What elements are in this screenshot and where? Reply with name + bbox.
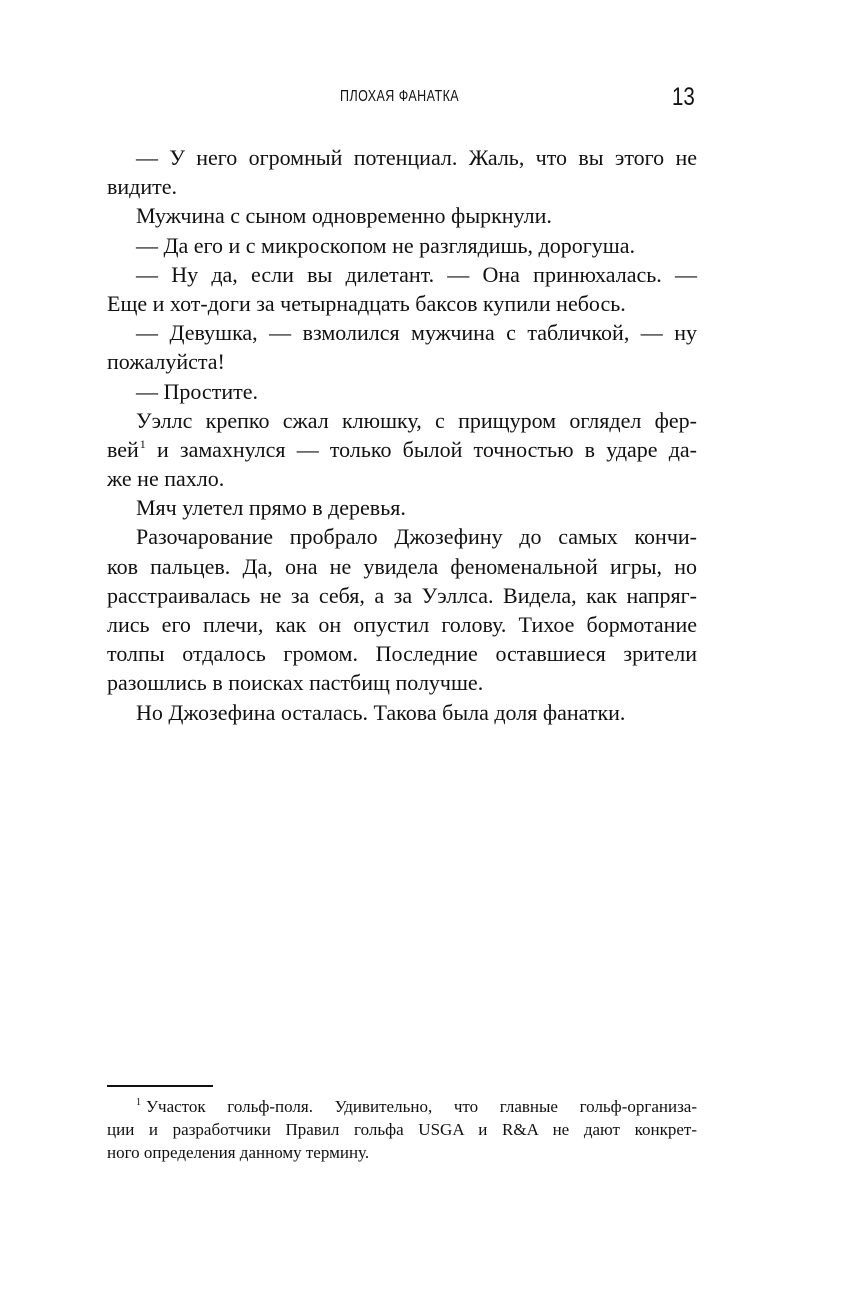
text-line: же не пахло.: [107, 466, 225, 492]
text-fragment: и замахнулся — только былой точностью в ударе да-: [145, 436, 697, 462]
text-line: разошлись в поисках пастбищ получше.: [107, 670, 484, 696]
text-line: ков пальцев. Да, она не увидела феноменальной игры, но: [107, 553, 697, 579]
text-line: расстраивалась не за себя, а за Уэллса. Видела, как напряг-: [107, 582, 697, 608]
text-line: Уэллс крепко сжал клюшку, с прищуром оглядел фер-: [136, 407, 697, 433]
text-line: — Ну да, если вы дилетант. — Она принюхалась. —: [136, 261, 697, 287]
text-line: Мужчина с сыном одновременно фыркнули.: [136, 203, 552, 229]
footnote: [107, 1096, 697, 1164]
footnote-line: [107, 1096, 697, 1119]
text-line: толпы отдалось громом. Последние оставшиеся зрители: [107, 641, 697, 667]
footnote-marker: 1: [136, 1097, 141, 1108]
text-line: — Девушка, — взмолился мужчина с табличкой, — ну: [136, 320, 697, 346]
text-line: пожалуйста!: [107, 349, 225, 375]
page-number: 13: [672, 83, 695, 111]
text-line: видите.: [107, 174, 178, 200]
text-line: — Да его и с микроскопом не разглядишь, дорогуша.: [136, 232, 635, 258]
running-header: [0, 83, 844, 116]
footnote-reference[interactable]: 1: [139, 436, 146, 451]
text-line: — У него огромный потенциал. Жаль, что вы этого не: [136, 145, 697, 170]
running-title: ПЛОХАЯ ФАНАТКА: [340, 88, 460, 105]
text-line: Но Джозефина осталась. Такова была доля фанатки.: [136, 699, 626, 725]
text-line: — Простите.: [136, 378, 258, 404]
footnote-text: Участок гольф-поля. Удивительно, что главные гольф-организа-: [146, 1097, 697, 1116]
text-fragment: вей: [107, 436, 139, 462]
footnote-line: ции и разработчики Правил гольфа USGA и R&A не дают конкрет-: [107, 1119, 697, 1139]
text-line: лись его плечи, как он опустил голову. Тихое бормотание: [107, 612, 697, 637]
footnote-line: ного определения данному термину.: [107, 1142, 370, 1162]
text-line: Разочарование пробрало Джозефину до самых кончи-: [136, 524, 697, 550]
footnote-divider: [107, 1085, 213, 1087]
body-text: [107, 143, 697, 727]
text-line: Мяч улетел прямо в деревья.: [136, 495, 406, 521]
text-line: Еще и хот-доги за четырнадцать баксов купили небось.: [107, 290, 626, 316]
text-line-with-footnote: [107, 435, 697, 464]
